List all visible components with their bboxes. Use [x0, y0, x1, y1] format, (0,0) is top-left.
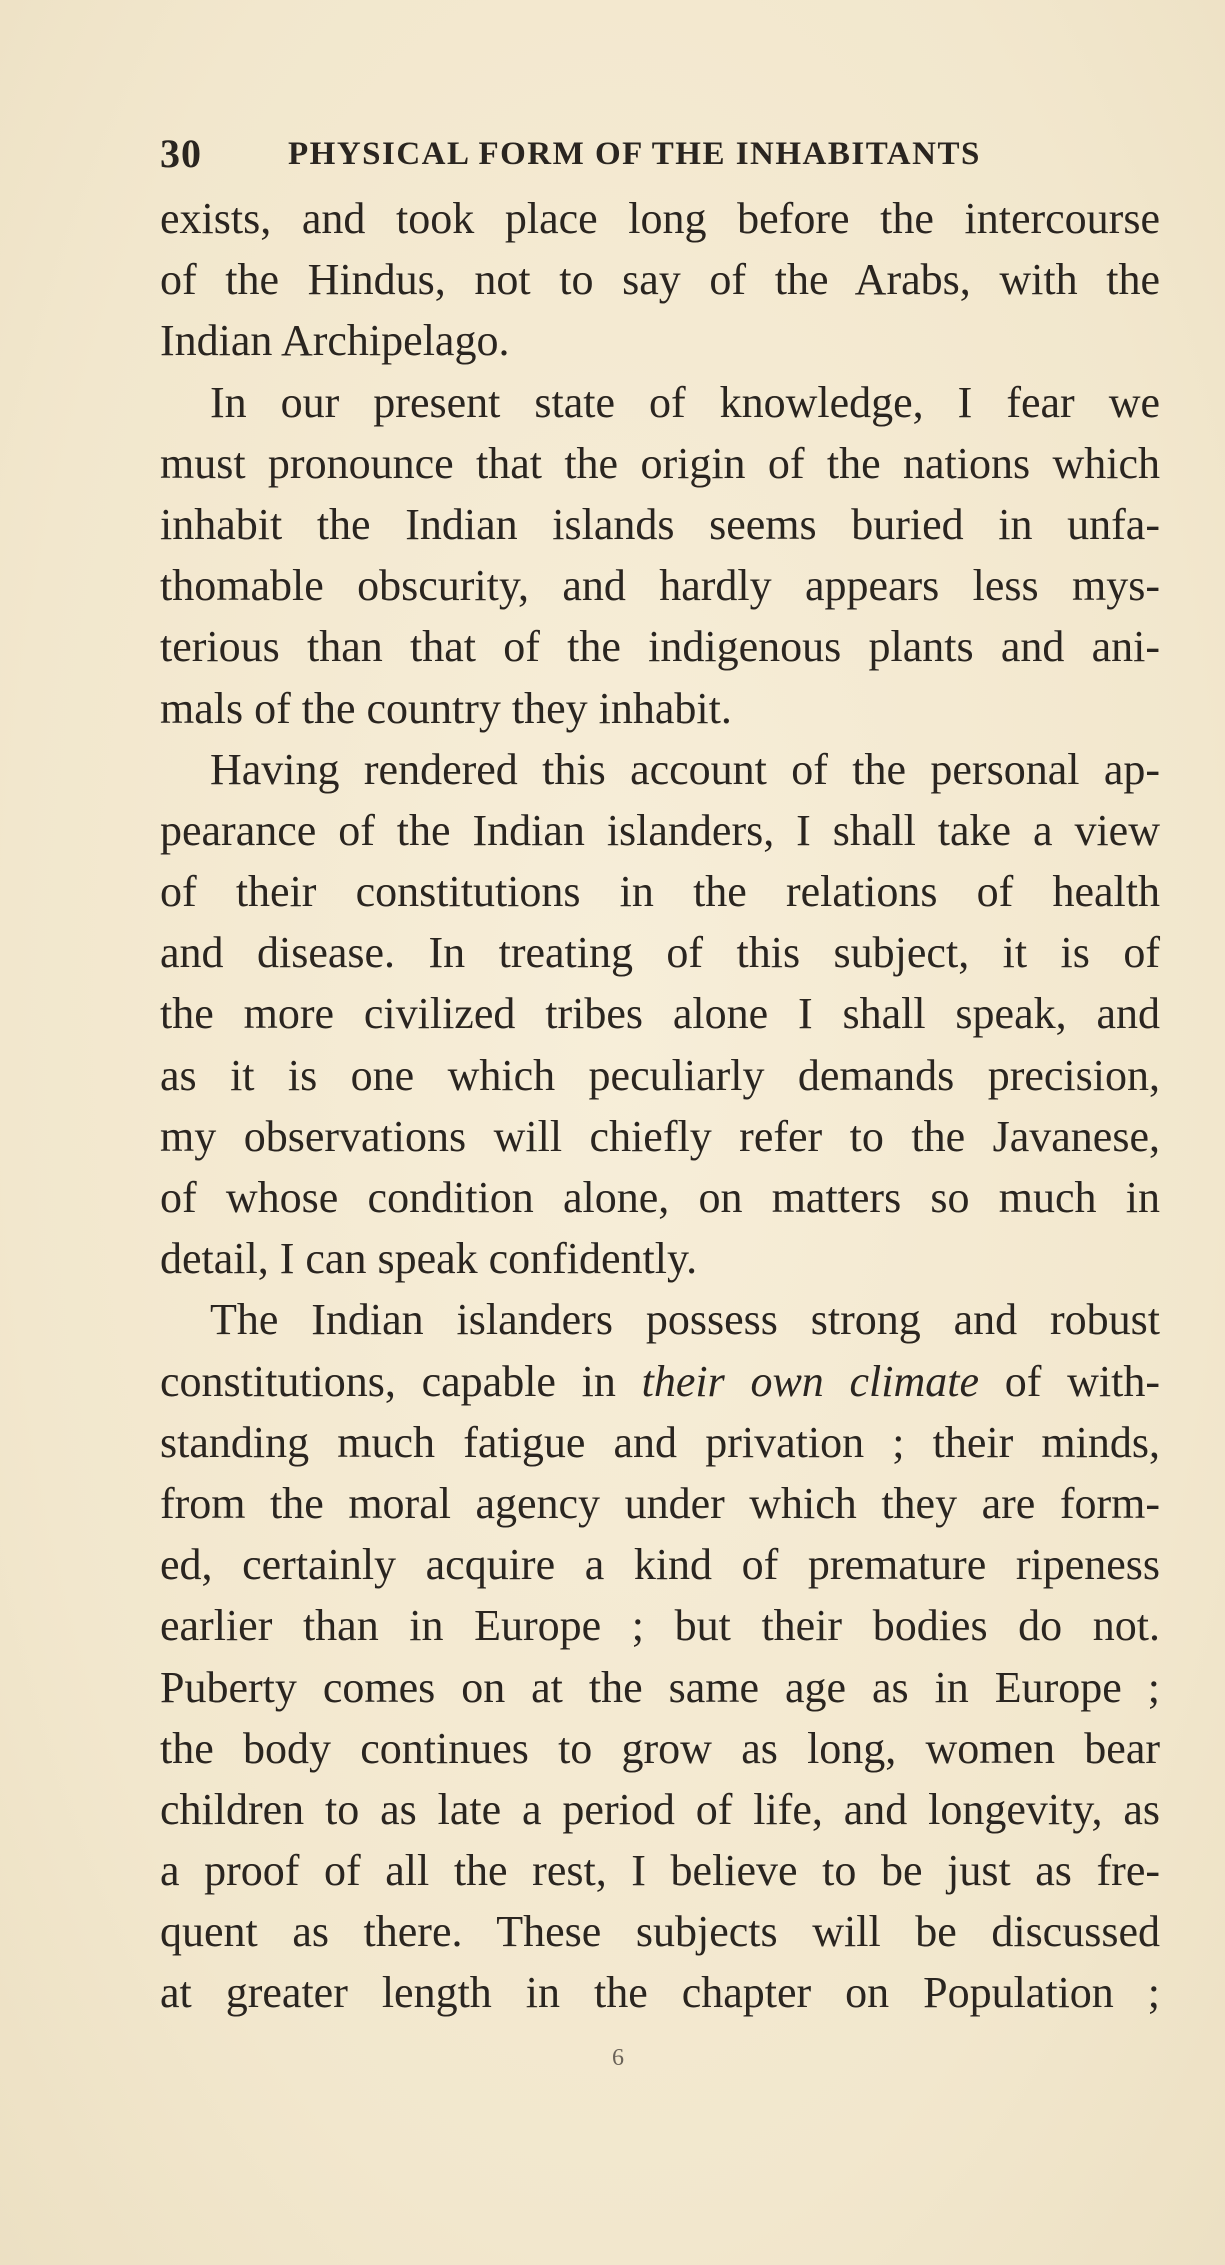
text-line: must pronounce that the origin of the nations which — [160, 438, 1160, 488]
italic-phrase: their own climate — [641, 1356, 980, 1406]
text-line: standing much fatigue and privation ; their minds, — [160, 1417, 1160, 1467]
paragraph-first-line: In our present state of knowledge, I fear we — [210, 377, 1160, 427]
text-line: of their constitutions in the relations of health — [160, 867, 1160, 917]
text-line: pearance of the Indian islanders, I shall take a view — [160, 805, 1160, 855]
text-line: mals of the country they inhabit. — [160, 683, 732, 733]
text-line: thomable obscurity, and hardly appears less mys- — [160, 561, 1160, 611]
text-line: Indian Archipelago. — [160, 316, 510, 366]
text-line: a proof of all the rest, I believe to be just as fre- — [160, 1846, 1160, 1896]
text-line: children to as late a period of life, and longevity, as — [160, 1784, 1160, 1834]
text-line-with-italic — [160, 1351, 1160, 1412]
text-line: exists, and took place long before the intercourse — [160, 194, 1160, 243]
text-line: the more civilized tribes alone I shall speak, and — [160, 989, 1160, 1039]
signature-mark: 6 — [612, 2045, 624, 2071]
text-line: detail, I can speak confidently. — [160, 1234, 698, 1284]
running-head: PHYSICAL FORM OF THE INHABITANTS — [288, 136, 981, 172]
text-line: my observations will chiefly refer to the Javanese, — [160, 1111, 1160, 1161]
text-segment: of with- — [979, 1356, 1160, 1406]
text-line: of the Hindus, not to say of the Arabs, with the — [160, 255, 1160, 305]
text-line: ed, certainly acquire a kind of premature ripeness — [160, 1540, 1160, 1590]
page-number: 30 — [160, 131, 202, 176]
page-header — [160, 130, 1060, 180]
paragraph-first-line: The Indian islanders possess strong and robust — [210, 1295, 1160, 1345]
body-text — [160, 188, 1160, 2024]
text-line: quent as there. These subjects will be discussed — [160, 1907, 1160, 1957]
text-line: from the moral agency under which they are form- — [160, 1478, 1160, 1528]
text-line: the body continues to grow as long, women bear — [160, 1723, 1160, 1773]
text-line: Puberty comes on at the same age as in Europe ; — [160, 1662, 1160, 1712]
text-segment: constitutions, capable in — [160, 1356, 642, 1406]
text-line: as it is one which peculiarly demands precision, — [160, 1050, 1160, 1100]
text-line: and disease. In treating of this subject, it is of — [160, 928, 1160, 978]
text-line: of whose condition alone, on matters so much in — [160, 1173, 1160, 1222]
paragraph-first-line: Having rendered this account of the personal ap- — [210, 744, 1160, 794]
text-line: at greater length in the chapter on Population ; — [160, 1968, 1160, 2018]
text-line: earlier than in Europe ; but their bodies do not. — [160, 1601, 1160, 1651]
text-line: terious than that of the indigenous plants and ani- — [160, 622, 1160, 672]
text-line: inhabit the Indian islands seems buried in unfa- — [160, 499, 1160, 549]
